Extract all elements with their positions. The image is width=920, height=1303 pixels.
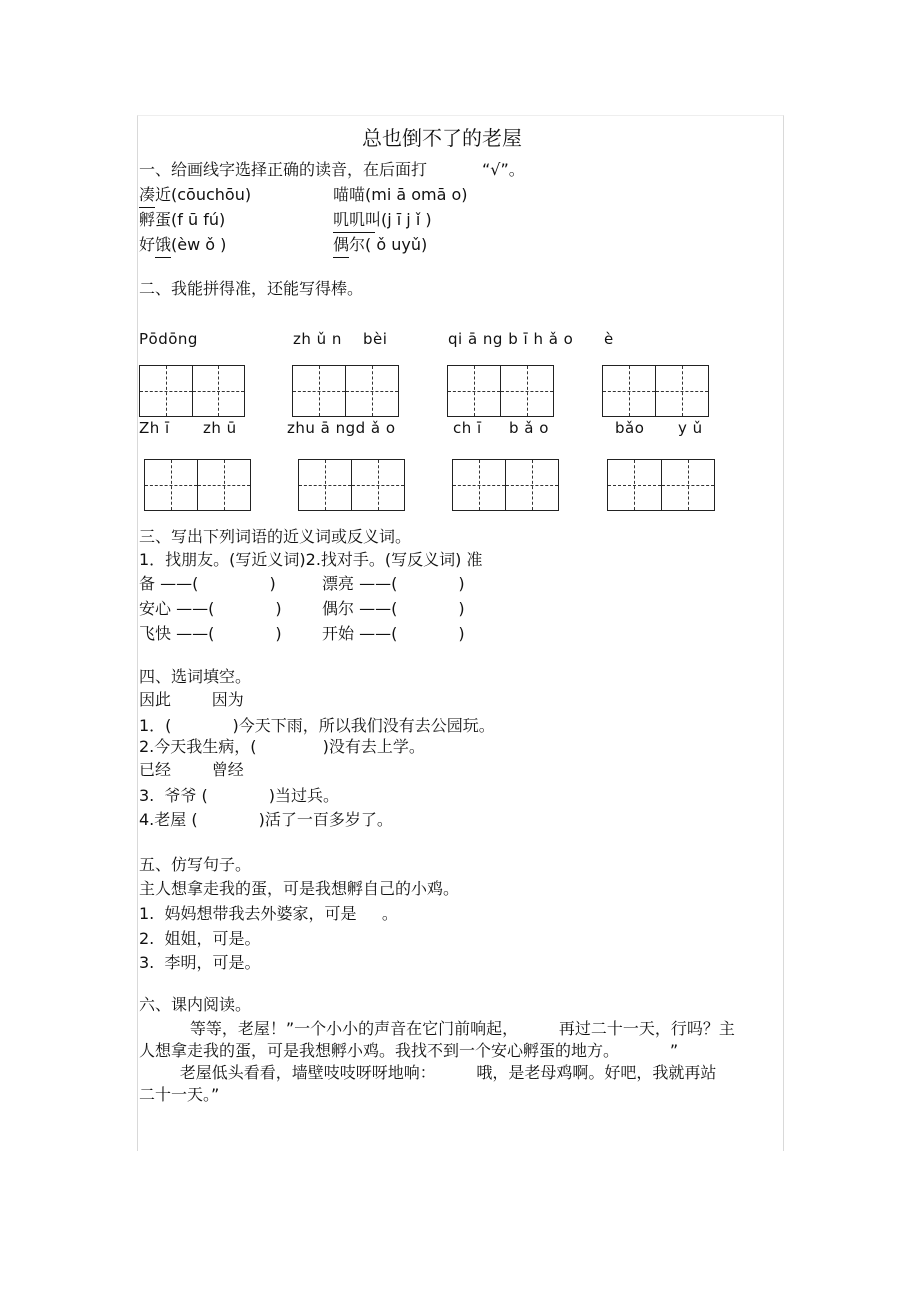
section4-heading: 四、选词填空。 [139,667,252,686]
writing-grid[interactable] [602,365,709,417]
section6-heading: 六、课内阅读。 [139,995,252,1014]
antonym-line: 偶尔 ——( ) [322,599,465,618]
writing-grid[interactable] [144,459,251,511]
pinyin-bao2: bǎo [615,419,645,437]
antonym-line: 开始 ——( ) [322,624,465,643]
fill-question-3: 3. 爷爷 ( )当过兵。 [139,786,340,805]
item-jijijiao: 叽叽叫(j ī j ǐ ) [333,210,432,229]
pinyin-podong: Pōdōng [139,330,198,348]
item-miaomiao: 喵喵(mi ā omā o) [333,185,468,204]
word-choices-1: 因此 因为 [139,690,244,709]
underline-e [155,257,171,258]
reading-passage-line: 二十一天。” [139,1085,220,1104]
synonym-line: 飞快 ——( ) [139,624,282,643]
word-choices-2: 已经 曾经 [139,760,244,779]
section3-heading: 三、写出下列词语的近义词或反义词。 [139,527,412,546]
pinyin-zhuangdao: zhu ā ngd ǎ o [287,419,396,437]
section5-heading: 五、仿写句子。 [139,855,252,874]
synonym-line: 安心 ——( ) [139,599,282,618]
pinyin-zhi: Zh ī [139,419,170,437]
writing-grid[interactable] [298,459,405,511]
pinyin-bei: bèi [363,330,388,348]
pinyin-zhun: zh ǔ n [293,330,342,348]
pinyin-bao1: b ǎ o [509,419,549,437]
pinyin-yu: y ǔ [678,419,703,437]
item-coujin: 凑近(cōuchōu) [139,185,252,204]
underline-ou [333,257,349,258]
overline-fu [139,207,155,208]
fill-question-1: 1．( )今天下雨，所以我们没有去公园玩。 [139,716,495,735]
item-ouer: 偶尔( ǒ uyǔ) [333,235,428,254]
section2-heading: 二、我能拼得准，还能写得棒。 [139,279,364,298]
pinyin-e: è [604,330,614,348]
writing-grid[interactable] [447,365,554,417]
pinyin-qiangbihao: qi ā ng b ī h ǎ o [448,330,574,348]
section3-intro: 1．找朋友。(写近义词)2.找对手。(写反义词) 准 [139,550,483,569]
reading-passage-line: 老屋低头看看，墙壁吱吱呀呀地响： 哦，是老母鸡啊。好吧，我就再站 [139,1063,717,1082]
example-sentence: 主人想拿走我的蛋，可是我想孵自己的小鸡。 [139,879,460,898]
imitate-question-1: 1. 妈妈想带我去外婆家，可是 。 [139,904,398,923]
writing-grid[interactable] [452,459,559,511]
writing-grid[interactable] [292,365,399,417]
writing-grid[interactable] [139,365,245,417]
antonym-line: 漂亮 ——( ) [322,574,465,593]
imitate-question-3: 3. 李明，可是。 [139,953,261,972]
imitate-question-2: 2. 姐姐，可是。 [139,929,261,948]
page-title: 总也倒不了的老屋 [362,126,522,150]
item-haoe: 好饿(èw ǒ ) [139,235,227,254]
pinyin-chi: ch ī [453,419,482,437]
fill-question-2: 2.今天我生病，( )没有去上学。 [139,737,425,756]
section1-heading: 一、给画线字选择正确的读音，在后面打 [139,160,428,179]
synonym-line: 备 ——( ) [139,574,276,593]
item-fudan: 孵蛋(f ū fú) [139,210,226,229]
reading-passage-line: 人想拿走我的蛋，可是我想孵小鸡。我找不到一个安心孵蛋的地方。 ” [139,1041,679,1060]
reading-passage-line: 等等，老屋！”一个小小的声音在它门前响起， 再过二十一天，行吗？主 [139,1019,735,1038]
fill-question-4: 4.老屋 ( )活了一百多岁了。 [139,810,393,829]
pinyin-zhu: zh ū [203,419,237,437]
writing-grid[interactable] [607,459,715,511]
overline-ou [333,232,349,233]
section1-checkmark: “√”。 [482,160,525,179]
